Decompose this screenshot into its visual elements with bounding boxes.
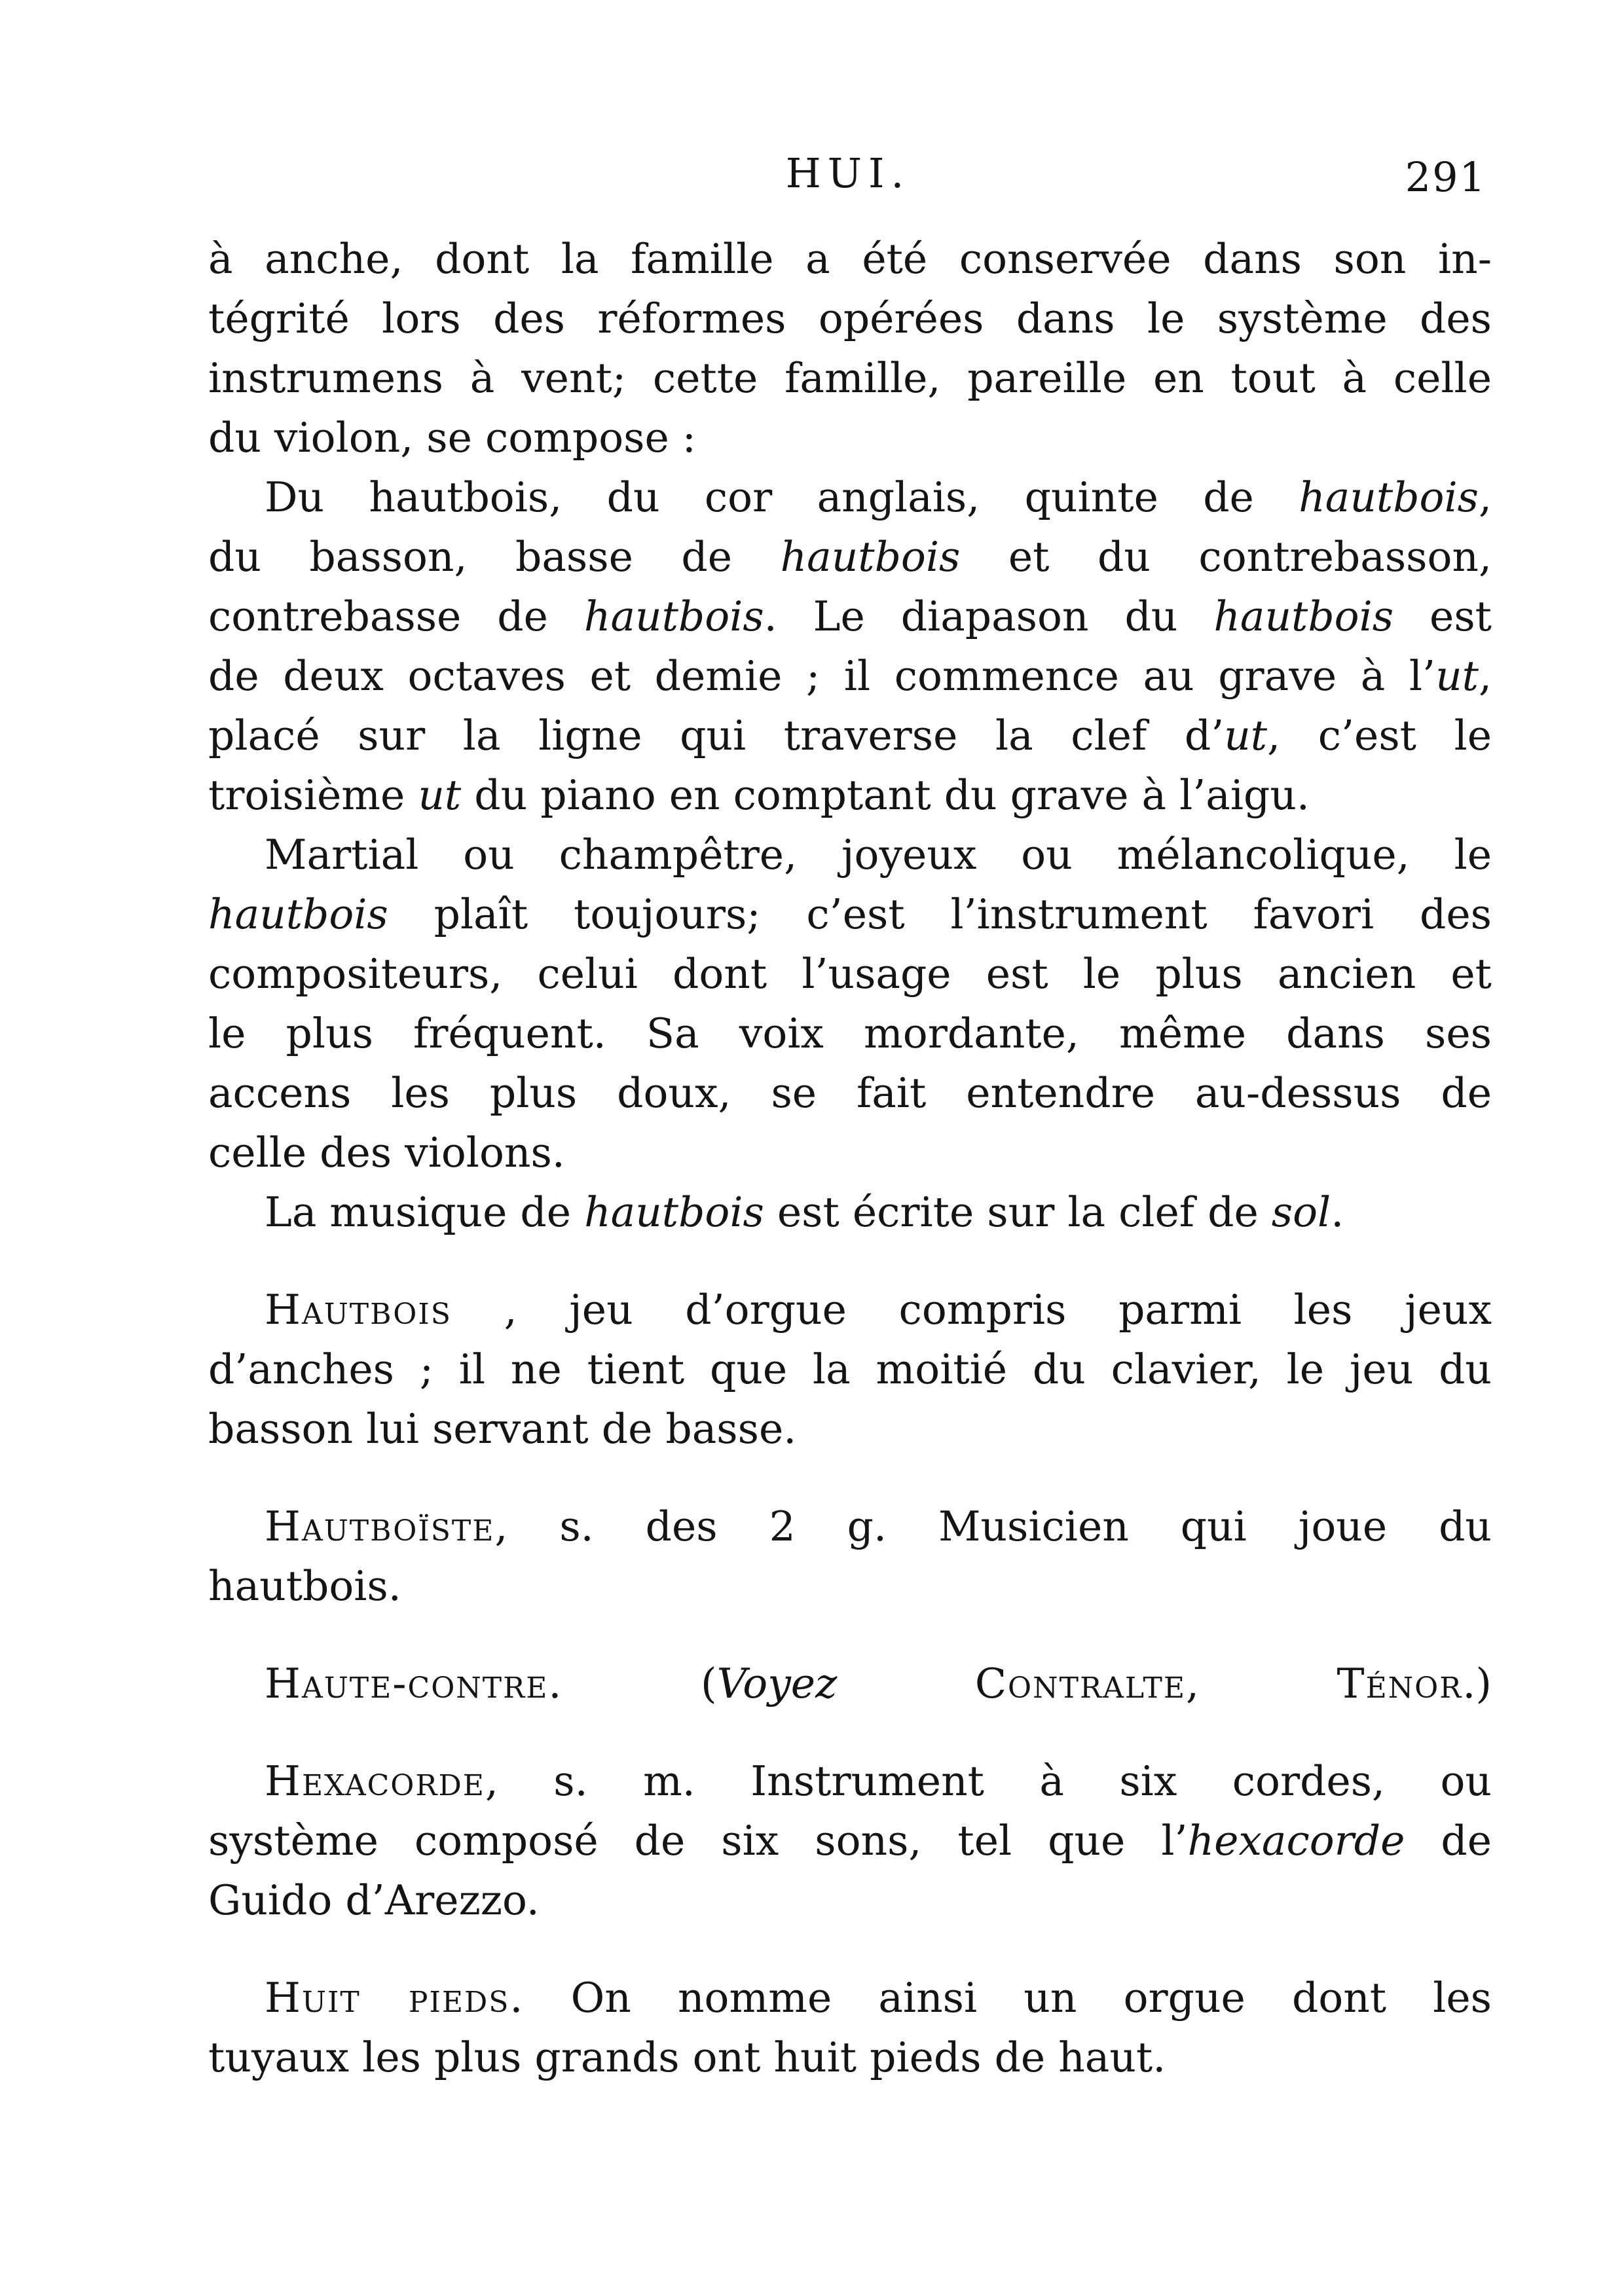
text-line: [208, 765, 1492, 825]
italic-term: hautbois: [583, 592, 764, 640]
text-line: tuyaux les plus grands ont huit pieds de haut.: [208, 2033, 1166, 2081]
running-head-title: HUI.: [785, 149, 911, 197]
text-line: du violon, se compose :: [208, 414, 697, 462]
text-run: placé sur la ligne qui traverse la clef d’: [208, 712, 1225, 759]
text-line: [208, 467, 1492, 527]
text-run: plaît toujours; c’est l’instrument favori des: [388, 890, 1492, 938]
text-line: à anche, dont la famille a été conservée dans son in-: [208, 235, 1492, 283]
italic-term: sol: [1271, 1188, 1331, 1236]
entry-haute-contre: [208, 1654, 1492, 1713]
entry-hexacorde: [208, 1751, 1492, 1930]
paragraph-hautbois-clef: [208, 1182, 1492, 1242]
entry-hautboiste: [208, 1497, 1492, 1616]
text-run: troisième: [208, 771, 418, 819]
paragraph-hautbois-members: [208, 467, 1492, 825]
entry-spacer: [208, 1242, 1492, 1280]
text-line: [208, 1968, 1492, 2028]
page-number: 291: [1405, 153, 1486, 201]
entry-spacer: [208, 1930, 1492, 1968]
italic-term: hautbois: [208, 890, 388, 938]
text-run: est: [1393, 592, 1492, 640]
text-line: [208, 646, 1492, 706]
text-line: Martial ou champêtre, joyeux ou mélancolique, le: [265, 831, 1492, 879]
italic-term: Voyez: [716, 1660, 838, 1707]
text-line: tégrité lors des réformes opérées dans le système des: [208, 295, 1492, 342]
entry-spacer: [208, 1616, 1492, 1654]
text-run: , c’est le: [1267, 712, 1492, 759]
entry-term: Hautbois: [265, 1286, 452, 1334]
text-run: On nomme ainsi un orgue dont les: [524, 1974, 1492, 2022]
text-line: accens les plus doux, se fait entendre au-dessus de: [208, 1069, 1492, 1117]
text-run: , s. des 2 g. Musicien qui joue du: [494, 1503, 1492, 1550]
paragraph-hautbois-family: [208, 229, 1492, 467]
entry-term: Haute-contre.: [265, 1660, 563, 1707]
text-run: de: [1405, 1817, 1492, 1865]
text-run: .): [1462, 1660, 1492, 1707]
text-run: [837, 1660, 975, 1707]
text-line: [208, 1751, 1492, 1811]
italic-term: hexacorde: [1187, 1817, 1405, 1865]
entry-hautbois-orgue: [208, 1280, 1492, 1459]
entry-huit-pieds: [208, 1968, 1492, 2087]
entry-term: Hexacorde: [265, 1757, 485, 1805]
entry-term: Huit pieds.: [265, 1974, 525, 2022]
running-head: [210, 149, 1486, 202]
text-line: le plus fréquent. Sa voix mordante, même dans ses: [208, 1010, 1492, 1057]
paragraph-hautbois-character: [208, 825, 1492, 1182]
cross-reference: Ténor: [1337, 1660, 1463, 1707]
text-line: [208, 587, 1492, 646]
text-line: basson lui servant de basse.: [208, 1405, 797, 1453]
text-run: (: [563, 1660, 717, 1707]
text-line: instrumens à vent; cette famille, pareille en tout à celle: [208, 354, 1492, 402]
text-line: hautbois.: [208, 1562, 401, 1610]
italic-term: hautbois: [1213, 592, 1394, 640]
italic-term: ut: [1435, 652, 1479, 700]
text-line: celle des violons.: [208, 1129, 565, 1176]
italic-term: hautbois: [584, 1188, 764, 1236]
text-run: de deux octaves et demie ; il commence au grave à l’: [208, 652, 1436, 700]
text-run: Du hautbois, du cor anglais, quinte de: [265, 473, 1299, 521]
italic-term: hautbois: [780, 533, 961, 581]
body-text: [208, 229, 1492, 2087]
text-line: d’anches ; il ne tient que la moitié du clavier, le jeu du: [208, 1345, 1492, 1393]
text-run: est écrite sur la clef de: [764, 1188, 1272, 1236]
text-run: système composé de six sons, tel que l’: [208, 1817, 1188, 1865]
text-line: compositeurs, celui dont l’usage est le plus ancien et: [208, 950, 1492, 998]
text-line: [208, 1280, 1492, 1339]
text-run: et du contrebasson,: [960, 533, 1492, 581]
text-line: [208, 1182, 1492, 1242]
text-run: du basson, basse de: [208, 533, 781, 581]
text-line: [208, 884, 1492, 944]
text-run: contrebasse de: [208, 592, 584, 640]
text-line: [208, 527, 1492, 587]
text-run: . Le diapason du: [764, 592, 1214, 640]
entry-spacer: [208, 1459, 1492, 1497]
text-line: Guido d’Arezzo.: [208, 1876, 540, 1924]
italic-term: ut: [418, 771, 462, 819]
text-run: La musique de: [265, 1188, 585, 1236]
text-line: [208, 706, 1492, 765]
text-run: ,: [1185, 1660, 1337, 1707]
text-run: ,: [1478, 652, 1492, 700]
text-line: [208, 1654, 1492, 1713]
text-run: ,: [1478, 473, 1492, 521]
text-run: , jeu d’orgue compris parmi les jeux: [451, 1286, 1492, 1334]
text-run: du piano en comptant du grave à l’aigu.: [461, 771, 1310, 819]
italic-term: ut: [1224, 712, 1268, 759]
entry-spacer: [208, 1713, 1492, 1751]
text-run: .: [1331, 1188, 1344, 1236]
text-line: [208, 1497, 1492, 1556]
cross-reference: Contralte: [974, 1660, 1186, 1707]
text-run: , s. m. Instrument à six cordes, ou: [485, 1757, 1492, 1805]
text-line: [208, 1811, 1492, 1870]
entry-term: Hautboïste: [265, 1503, 495, 1550]
italic-term: hautbois: [1299, 473, 1479, 521]
